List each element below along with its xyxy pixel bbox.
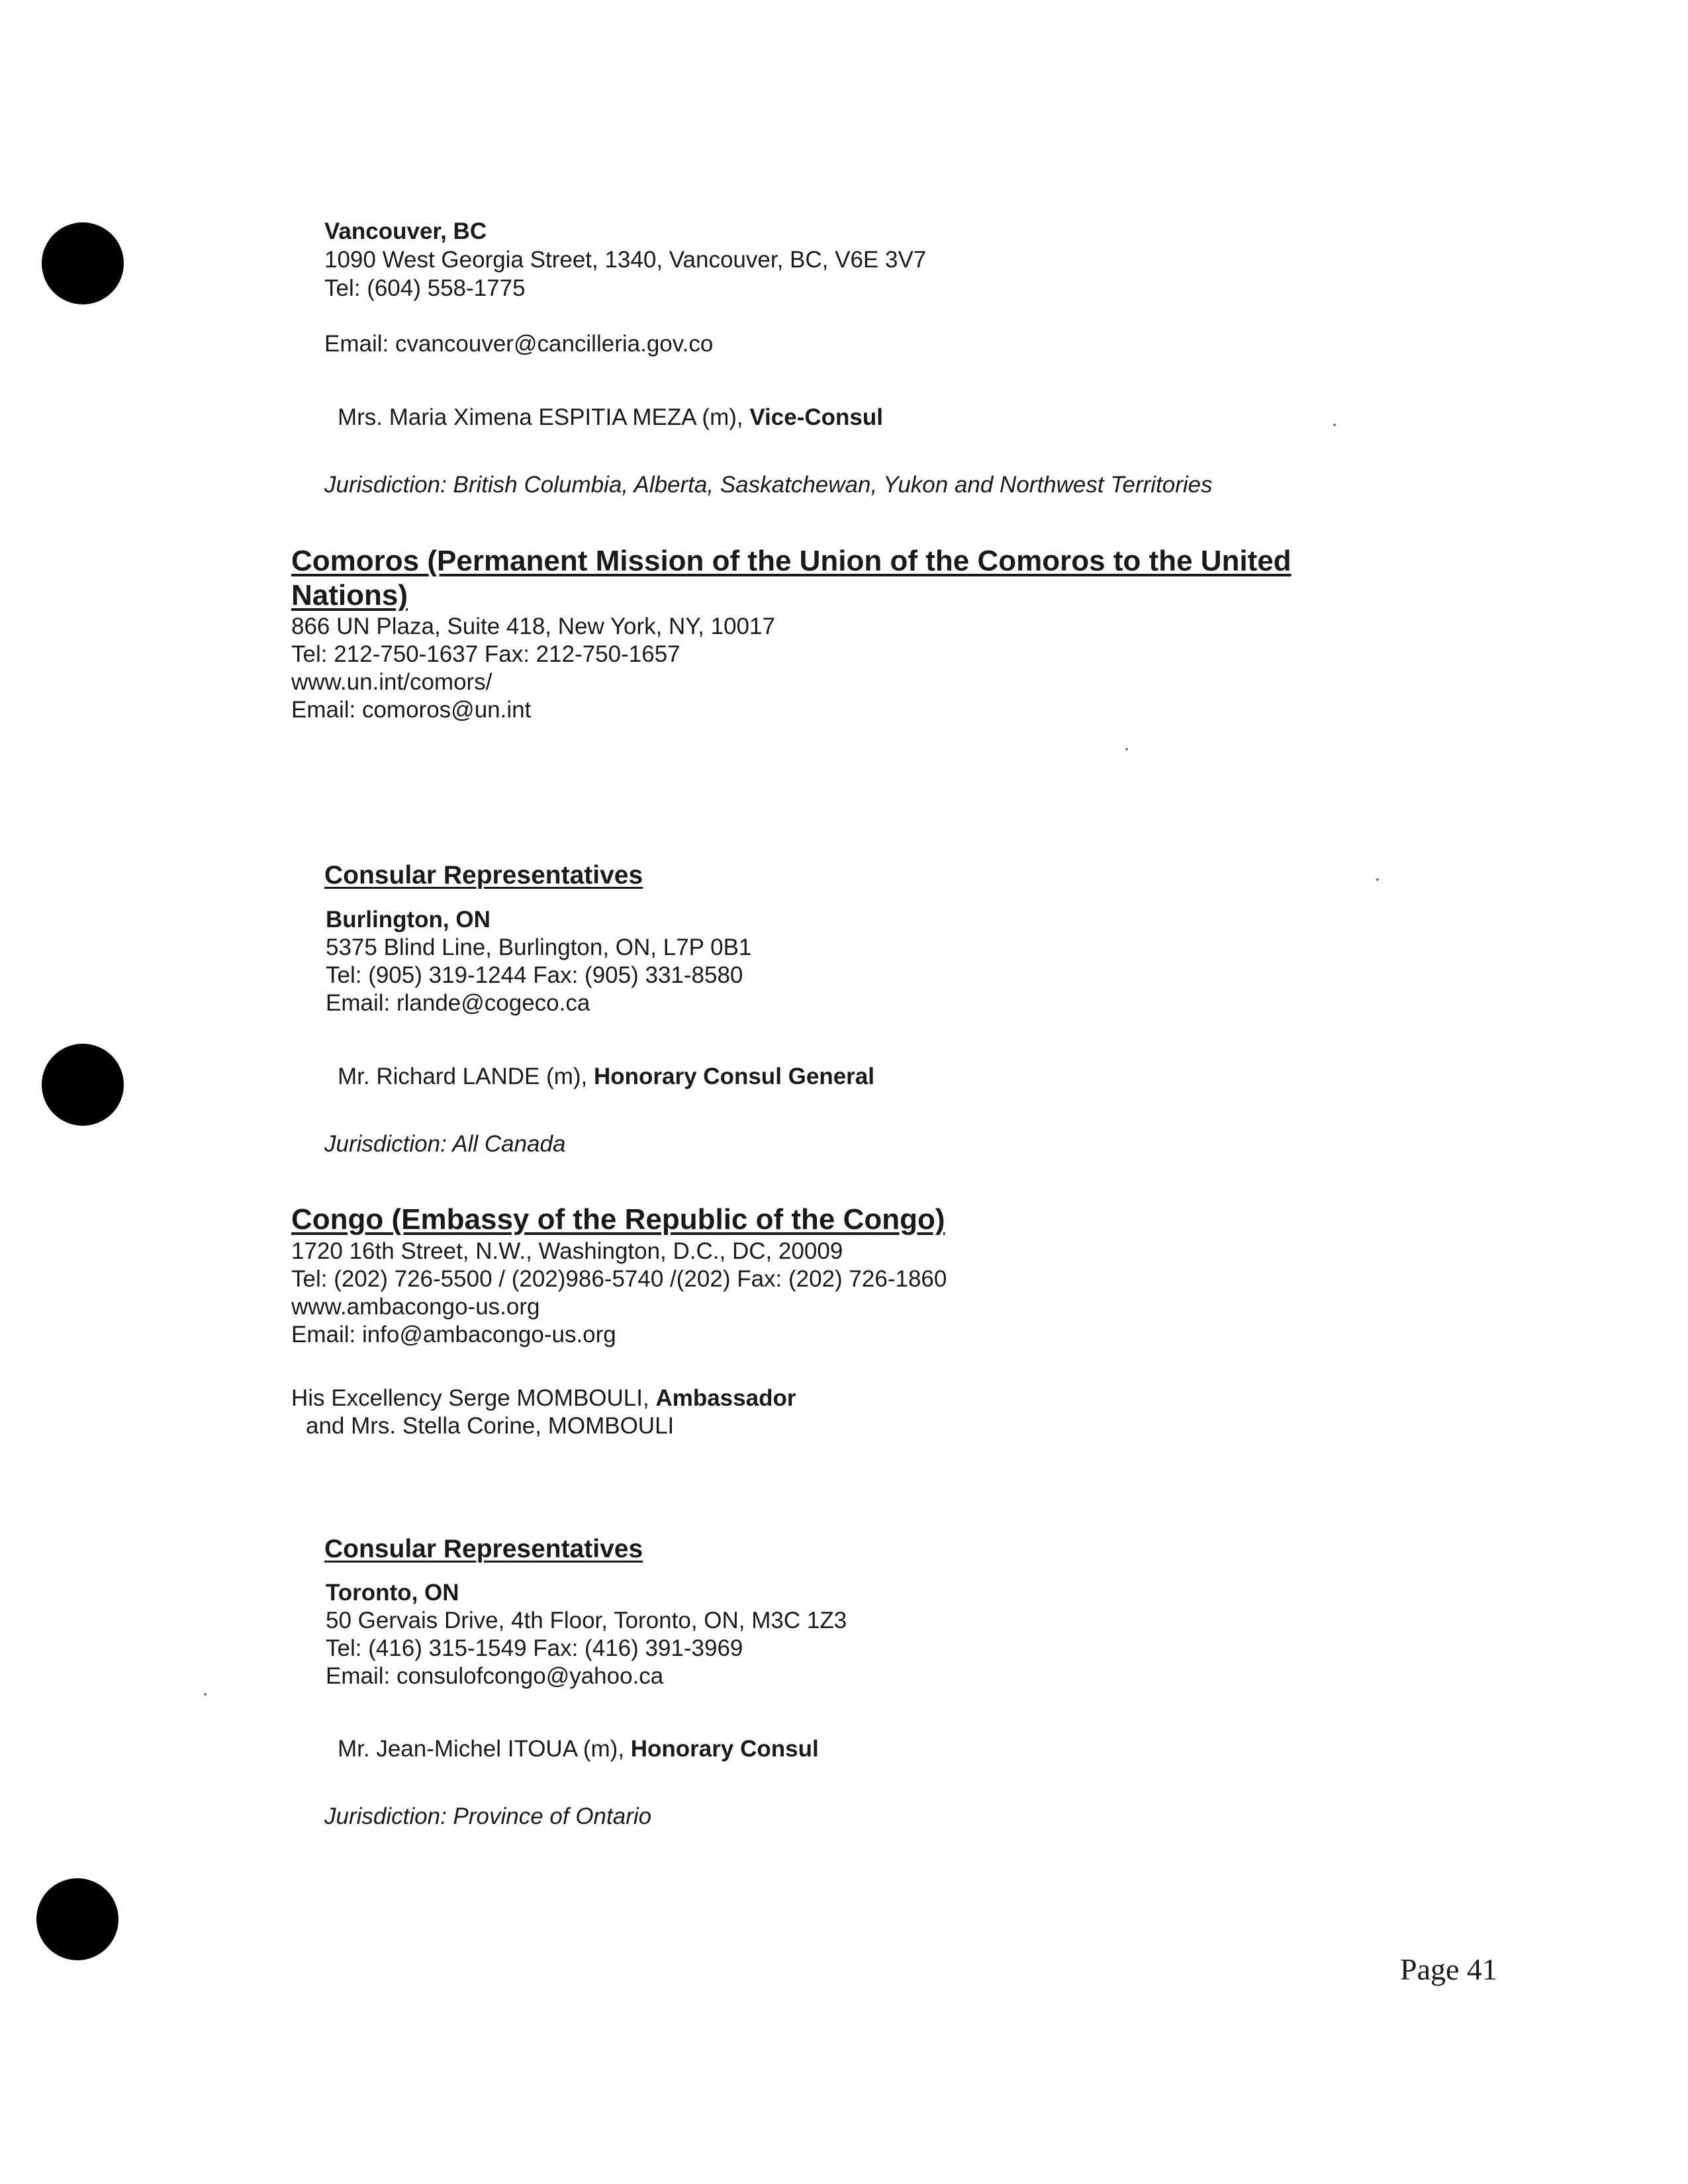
consular-representatives-heading: Consular Representatives [324,861,643,889]
officer-title: Vice-Consul [749,404,883,430]
consulate-email: Email: consulofcongo@yahoo.ca [326,1663,664,1689]
country-heading-comoros-cont: Nations) [291,579,408,612]
embassy-tel: Tel: (202) 726-5500 / (202)986-5740 /(202) Fax: (202) 726-1860 [291,1266,947,1292]
officer-name: Mrs. Maria Ximena ESPITIA MEZA (m), [338,404,750,430]
consular-officer [338,1063,874,1091]
ambassador-spouse: and Mrs. Stella Corine, MOMBOULI [306,1413,675,1439]
consulate-city: Toronto, ON [326,1580,459,1606]
consulate-email: Email: cvancouver@cancilleria.gov.co [324,331,714,357]
mission-address: 866 UN Plaza, Suite 418, New York, NY, 10017 [291,614,775,639]
embassy-email: Email: info@ambacongo-us.org [291,1322,616,1347]
jurisdiction: Jurisdiction: All Canada [324,1131,566,1157]
page-number: Page 41 [1400,1952,1497,1986]
scan-speck [1333,424,1336,426]
country-heading-congo: Congo (Embassy of the Republic of the Congo) [291,1203,945,1236]
officer-name: Mr. Jean-Michel ITOUA (m), [338,1736,631,1762]
scan-speck [1125,748,1128,751]
consulate-email: Email: rlande@cogeco.ca [326,990,590,1016]
binder-hole-top [42,222,124,304]
consular-representatives-heading: Consular Representatives [324,1535,643,1563]
embassy-address: 1720 16th Street, N.W., Washington, D.C., DC, 20009 [291,1238,843,1264]
consulate-tel: Tel: (905) 319-1244 Fax: (905) 331-8580 [326,962,743,988]
consular-officer [338,404,883,432]
officer-title: Honorary Consul General [594,1064,874,1089]
embassy-website: www.ambacongo-us.org [291,1294,540,1320]
country-heading-comoros: Comoros (Permanent Mission of the Union of the Comoros to the United [291,545,1291,577]
ambassador [291,1385,796,1412]
jurisdiction: Jurisdiction: British Columbia, Alberta, Saskatchewan, Yukon and Northwest Territories [324,472,1213,498]
jurisdiction: Jurisdiction: Province of Ontario [324,1803,652,1829]
mission-tel: Tel: 212-750-1637 Fax: 212-750-1657 [291,641,680,667]
consulate-address: 5375 Blind Line, Burlington, ON, L7P 0B1 [326,934,752,960]
officer-name: Mr. Richard LANDE (m), [338,1064,594,1089]
ambassador-name: His Excellency Serge MOMBOULI, [291,1385,656,1411]
consulate-tel: Tel: (604) 558-1775 [324,275,526,301]
consulate-city: Burlington, ON [326,907,491,933]
scan-speck [1376,878,1379,881]
mission-email: Email: comoros@un.int [291,697,532,723]
binder-hole-middle [42,1044,124,1126]
consulate-city: Vancouver, BC [324,218,487,244]
ambassador-title: Ambassador [655,1385,796,1411]
mission-website: www.un.int/comors/ [291,669,492,695]
officer-title: Honorary Consul [630,1736,819,1762]
consulate-tel: Tel: (416) 315-1549 Fax: (416) 391-3969 [326,1635,743,1661]
consulate-address: 1090 West Georgia Street, 1340, Vancouver, BC, V6E 3V7 [324,247,927,273]
consular-officer [338,1735,819,1763]
binder-hole-bottom [36,1878,118,1960]
scan-speck [204,1693,207,1696]
consulate-address: 50 Gervais Drive, 4th Floor, Toronto, ON, M3C 1Z3 [326,1608,847,1633]
